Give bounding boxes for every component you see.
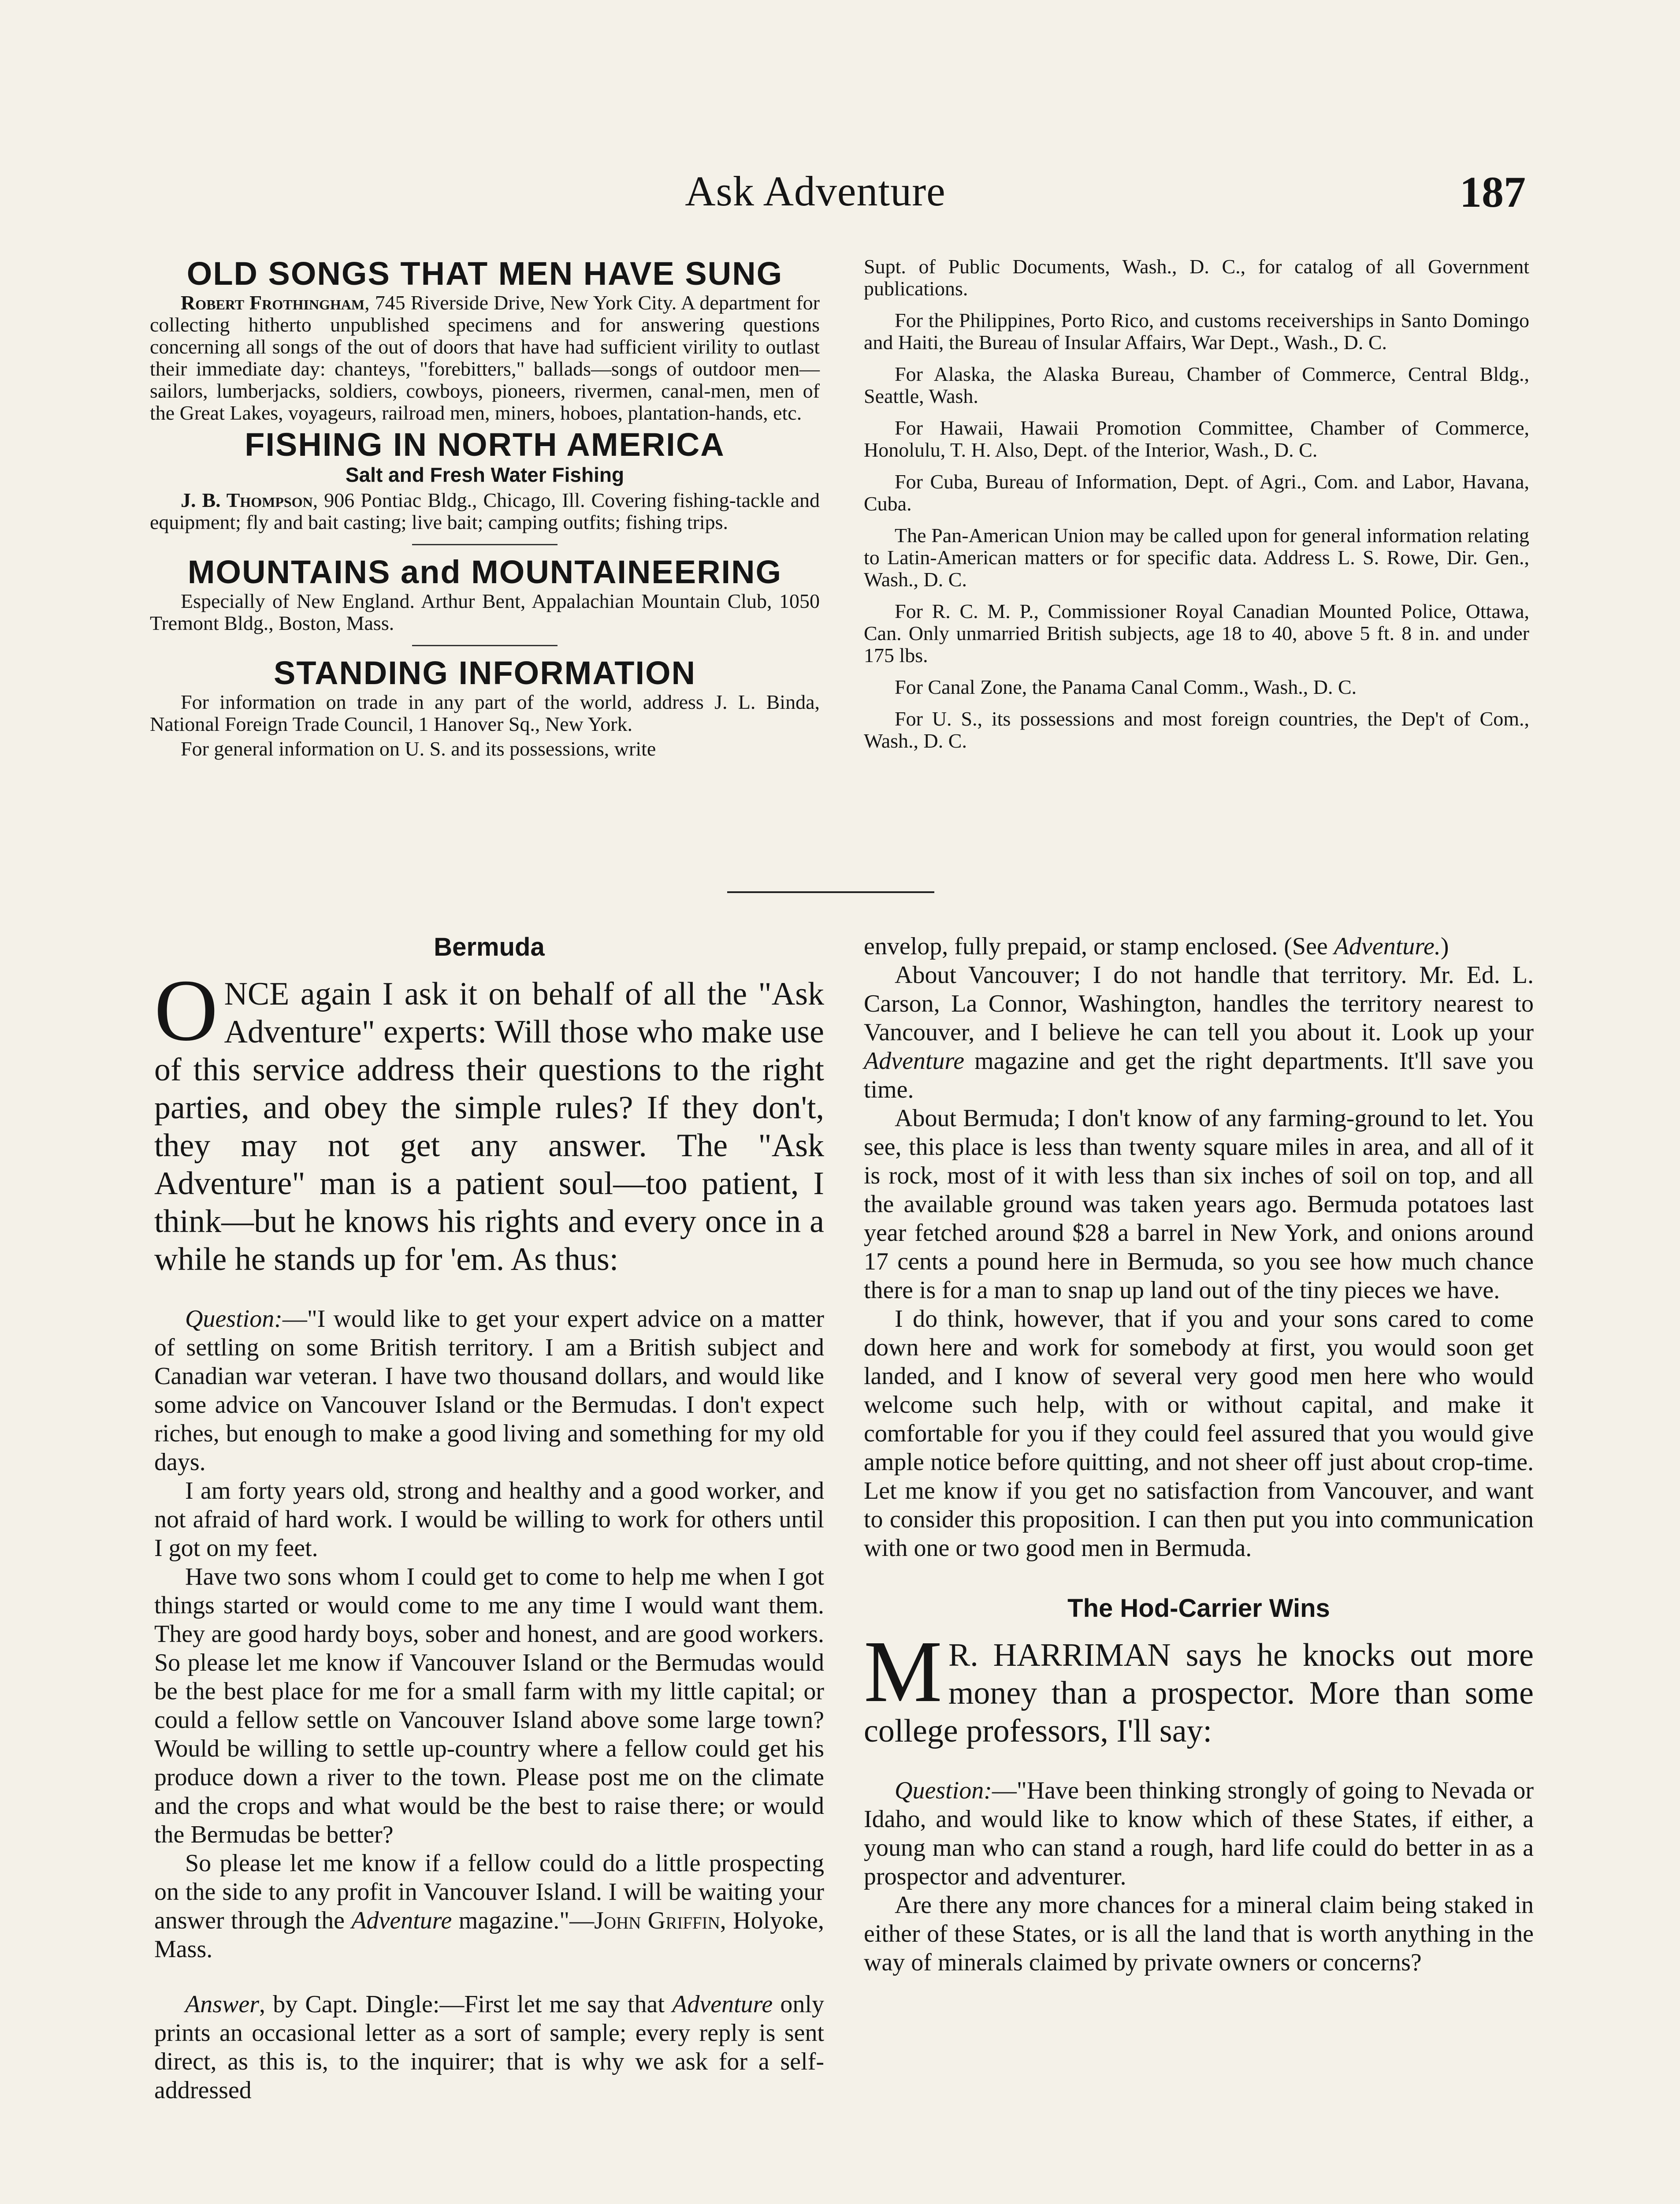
- article-lead: [864, 1623, 1534, 1750]
- question-paragraph: I am forty years old, strong and healthy and a good worker, and not afraid of hard work. I would be willing to work for others until I got on my feet.: [154, 1477, 824, 1562]
- answer-paragraph: [154, 1990, 824, 2105]
- column-divider-rule: [727, 891, 934, 893]
- magazine-name: Adventure: [672, 1991, 773, 2018]
- answer-paragraph: [864, 932, 1534, 961]
- answer-paragraph: About Bermuda; I don't know of any farming-ground to let. You see, this place is less than twenty square miles in area, and all of it is rock, most of it with less than six inches of soil on top, and all the available ground was taken years ago. Bermuda potatoes last year fetched around $28 a barrel in New York, and onions around 17 cents a pound here in Bermuda, so you see how much chance there is for a man to snap up land out of the tiny pieces we have.: [864, 1105, 1534, 1304]
- expert-name: J. B. Thompson: [181, 489, 313, 511]
- info-item: For R. C. M. P., Commissioner Royal Canadian Mounted Police, Ottawa, Can. Only unmarried British subjects, age 18 to 40, above 5 ft. 8 in. and under 175 lbs.: [864, 600, 1529, 666]
- drop-cap: O: [154, 962, 218, 1059]
- drop-cap: M: [864, 1623, 942, 1720]
- running-title: Ask Adventure: [685, 168, 946, 215]
- article-title: The Hod-Carrier Wins: [1067, 1594, 1330, 1623]
- question-text: , Holyoke, Mass.: [154, 1907, 825, 1963]
- section-title-fishing: FISHING IN NORTH AMERICA: [245, 426, 725, 463]
- info-item: For the Philippines, Porto Rico, and customs receiverships in Santo Domingo and Haiti, the Bureau of Insular Affairs, War Dept., Wash., D. C.: [864, 309, 1529, 354]
- page-header: [0, 167, 1680, 224]
- fishing-body: , 906 Pontiac Bldg., Chicago, Ill. Covering fishing-tackle and equipment; fly and bait casting; live bait; camping outfits; fishing trips.: [150, 489, 820, 533]
- question-label: Question:: [895, 1777, 992, 1804]
- question-label: Question:: [185, 1305, 282, 1333]
- answer-label: Answer: [185, 1991, 259, 2018]
- answer-text: About Vancouver; I do not handle that territory. Mr. Ed. L. Carson, La Connor, Washington, handles the territory nearest to Vancouver, and I believe he can tell you about it. Look up your: [864, 961, 1534, 1046]
- old-songs-entry: [150, 292, 820, 424]
- question-paragraph: [154, 1305, 824, 1477]
- question-text: magazine."—: [452, 1907, 595, 1934]
- section-subtitle-fishing: Salt and Fresh Water Fishing: [345, 463, 624, 486]
- page-number: 187: [1460, 168, 1526, 216]
- mountains-entry: Especially of New England. Arthur Bent, Appalachian Mountain Club, 1050 Tremont Bldg., Boston, Mass.: [150, 590, 820, 634]
- answer-text: ): [1440, 933, 1449, 960]
- question-text: So please let me know if a fellow could do a little prospecting on the side to any profit in Vancouver Island. I will be waiting your answer through the: [154, 1850, 824, 1934]
- answer-text: only prints an occasional letter as a sort of sample; every reply is sent direct, as this is, to the inquirer; that is why we ask for a self-addressed: [154, 1991, 824, 2104]
- expert-name: Robert Frothingham: [181, 291, 365, 314]
- answer-text: envelop, fully prepaid, or stamp enclosed. (See: [864, 933, 1334, 960]
- article-right-column: [864, 932, 1534, 1977]
- section-divider: [412, 645, 558, 646]
- fishing-entry: [150, 489, 820, 533]
- standing-entry-2: For general information on U. S. and its possessions, write: [181, 737, 656, 760]
- answer-paragraph: [864, 961, 1534, 1104]
- old-songs-body: , 745 Riverside Drive, New York City. A department for collecting hitherto unpublished specimens and for answering questions concerning all songs of the out of doors that have had sufficient virility to outlast their immediate day: chanteys, "forebitters," ballads—songs of outdoor men—sailors, lumberjacks, soldiers, cowboys, pioneers, rivermen, canal-men, men of the Great Lakes, voyageurs, railroad men, miners, hoboes, plantation-hands, etc.: [150, 291, 820, 424]
- section-divider: [412, 544, 558, 545]
- info-item: For Alaska, the Alaska Bureau, Chamber of Commerce, Central Bldg., Seattle, Wash.: [864, 363, 1529, 407]
- question-paragraph: Are there any more chances for a mineral claim being staked in either of these States, or is all the land that is worth anything in the way of minerals claimed by private owners or concerns?: [864, 1891, 1534, 1976]
- question-text: —"I would like to get your expert advice on a matter of settling on some British territory. I am a British subject and Canadian war veteran. I have two thousand dollars, and would like some advice on Vancouver Island or the Bermudas. I don't expect riches, but enough to make a good living and something for my old days.: [154, 1305, 824, 1476]
- signature: John Griffin: [594, 1907, 720, 1934]
- answer-text: magazine and get the right departments. It'll save you time.: [864, 1047, 1534, 1103]
- section-title-standing: STANDING INFORMATION: [273, 655, 696, 691]
- section-title-old-songs: OLD SONGS THAT MEN HAVE SUNG: [186, 255, 783, 292]
- section-title-mountains: MOUNTAINS and MOUNTAINEERING: [187, 554, 782, 590]
- question-paragraph: [154, 1849, 824, 1964]
- info-item: The Pan-American Union may be called upon for general information relating to Latin-American matters or for specific data. Address L. S. Rowe, Dir. Gen., Wash., D. C.: [864, 524, 1529, 591]
- directory-left-column: [150, 256, 820, 763]
- info-item: For U. S., its possessions and most foreign countries, the Dep't of Com., Wash., D. C.: [864, 707, 1529, 752]
- answer-text: , by Capt. Dingle:—First let me say that: [259, 1991, 673, 2018]
- standing-entry-1: For information on trade in any part of the world, address J. L. Binda, National Foreign Trade Council, 1 Hanover Sq., New York.: [150, 691, 820, 735]
- article-lead: [154, 962, 824, 1278]
- info-item: For Cuba, Bureau of Information, Dept. of Agri., Com. and Labor, Havana, Cuba.: [864, 470, 1529, 515]
- article-title: Bermuda: [434, 933, 545, 961]
- magazine-name: Adventure.: [1334, 933, 1441, 960]
- info-item: For Hawaii, Hawaii Promotion Committee, Chamber of Commerce, Honolulu, T. H. Also, Dept. of the Interior, Wash., D. C.: [864, 417, 1529, 461]
- directory-right-column: [864, 256, 1529, 762]
- question-text: —"Have been thinking strongly of going to Nevada or Idaho, and would like to know which of these States, if either, a young man who can stand a rough, hard life could do better in as a prospector and adventurer.: [864, 1777, 1534, 1890]
- lead-text: NCE again I ask it on behalf of all the "Ask Adventure" experts: Will those who make use of this service address their questions to the right parties, and obey the simple rules? If they don't, they may not get any answer. The "Ask Adventure" man is a patient soul—too patient, I think—but he knows his rights and every once in a while he stands up for 'em. As thus:: [154, 976, 824, 1277]
- question-paragraph: Have two sons whom I could get to come to help me when I got things started or would come to me any time I would want them. They are good hardy boys, sober and honest, and are good workers. So please let me know if Vancouver Island or the Bermudas would be the best place for me for a small farm with my little capital; or could a fellow settle on Vancouver Island above some large town? Would be willing to settle up-country where a fellow could get his produce down a river to the town. Please post me on the climate and the crops and what would be the best to raise there; or would the Bermudas be better?: [154, 1563, 824, 1848]
- question-paragraph: [864, 1776, 1534, 1891]
- answer-paragraph: I do think, however, that if you and your sons cared to come down here and work for somebody at first, you would soon get landed, and I know of several very good men here who would welcome such help, with or without capital, and make it comfortable for you if they could feel assured that you would give ample notice before quitting, and not sheer off just about crop-time. Let me know if you get no satisfaction from Vancouver, and want to consider this proposition. I can then put you into communication with one or two good men in Bermuda.: [864, 1305, 1534, 1562]
- info-item: Supt. of Public Documents, Wash., D. C., for catalog of all Government publications.: [864, 255, 1529, 300]
- lead-text: R. HARRIMAN says he knocks out more money than a prospector. More than some college professors, I'll say:: [864, 1637, 1534, 1749]
- article-bermuda: [154, 932, 824, 2105]
- magazine-name: Adventure: [351, 1907, 452, 1934]
- magazine-name: Adventure: [864, 1047, 965, 1075]
- info-item: For Canal Zone, the Panama Canal Comm., Wash., D. C.: [895, 676, 1357, 698]
